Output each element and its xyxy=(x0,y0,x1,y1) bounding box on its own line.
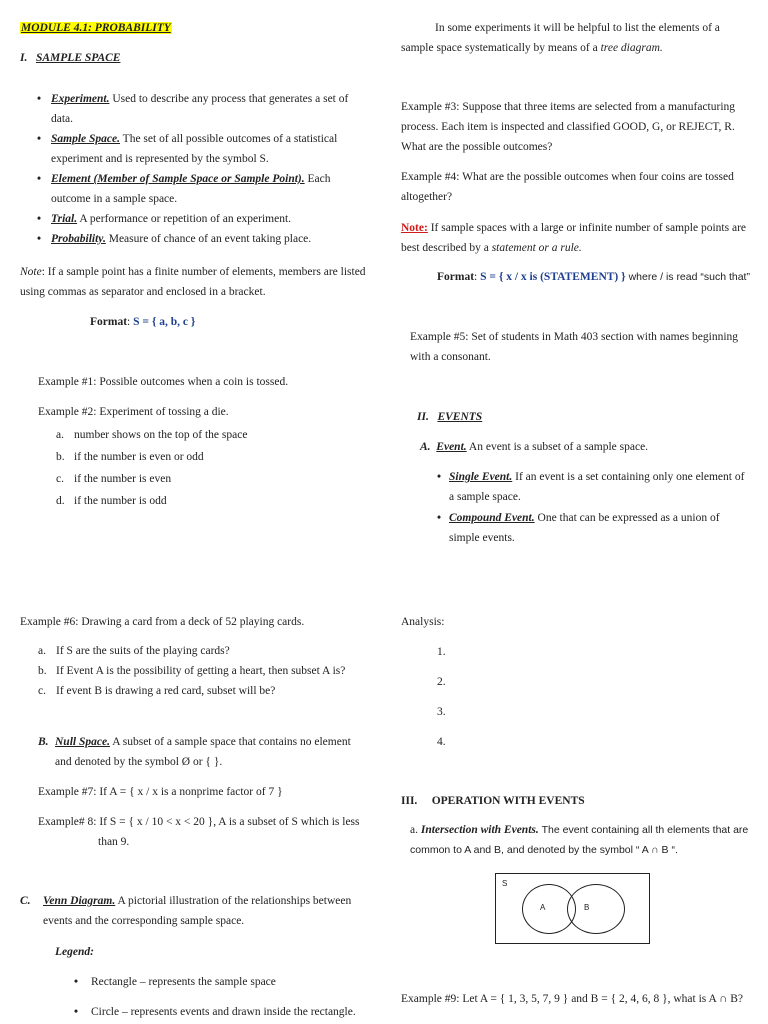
list-item: 4. xyxy=(437,736,446,748)
null-space: B. Null Space. A subset of a sample space that contains no element and denoted by the symbol Ø or { }. xyxy=(38,736,351,768)
example-6-list xyxy=(38,641,368,701)
venn-label-a: A xyxy=(540,903,546,912)
section-sample-space-heading: I. SAMPLE SPACE xyxy=(20,52,121,64)
example-3: Example #3: Suppose that three items are selected from a manufacturing process. Each item is inspected and classified GOOD, G, or REJECT, R. What are the possible outcomes? xyxy=(401,101,736,153)
example-7: Example #7: If A = { x / x is a nonprime factor of 7 } xyxy=(38,786,283,798)
venn-circle-b xyxy=(567,884,625,934)
example-2-list xyxy=(56,425,356,513)
list-item: 1. xyxy=(437,646,446,658)
section-operations-heading: III. OPERATION WITH EVENTS xyxy=(401,795,585,807)
module-title-text: MODULE 4.1: PROBABILITY xyxy=(21,22,171,34)
intersection-definition: a. Intersection with Events. The event containing all th elements that are common to A and B, and denoted by the symbol “ A ∩ B “. xyxy=(410,824,749,856)
example-2: Example #2: Experiment of tossing a die. xyxy=(38,406,229,418)
list-item: d. if the number is odd xyxy=(56,495,167,507)
event-type-compound: • Compound Event. One that can be expressed as a union of simple events. xyxy=(437,508,749,548)
definition-experiment: • Experiment. Used to describe any process that generates a set of data. xyxy=(37,89,367,129)
list-item: a. number shows on the top of the space xyxy=(56,429,248,441)
example-6: Example #6: Drawing a card from a deck of 52 playing cards. xyxy=(20,616,305,628)
tree-diagram-intro: In some experiments it will be helpful to list the elements of a sample space systematically by means of a tree diagram. xyxy=(401,22,720,54)
example-5: Example #5: Set of students in Math 403 section with names beginning with a consonant. xyxy=(410,331,739,363)
event-definition: A. Event. An event is a subset of a sample space. xyxy=(420,441,649,453)
list-item: a. If S are the suits of the playing cards? xyxy=(38,645,230,657)
definition-probability: • Probability. Measure of chance of an event taking place. xyxy=(37,229,367,249)
format-finite: Format: S = { a, b, c } xyxy=(90,316,196,328)
legend-list xyxy=(74,972,374,1022)
event-types-list xyxy=(437,467,749,548)
legend-item-rectangle: • Rectangle – represents the sample space xyxy=(74,972,374,1002)
event-type-single: • Single Event. If an event is a set containing only one element of a sample space. xyxy=(437,467,749,507)
note-finite: Note: If a sample point has a finite number of elements, members are listed using commas as separator and enclosed in a bracket. xyxy=(20,266,366,298)
definition-trial: • Trial. A performance or repetition of an experiment. xyxy=(37,209,367,229)
venn-label-s: S xyxy=(502,879,508,888)
venn-diagram-definition: C. Venn Diagram. A pictorial illustration of the relationships between events and the corresponding sample space. xyxy=(20,895,352,927)
legend-item-circle: • Circle – represents events and drawn inside the rectangle. xyxy=(74,1002,374,1022)
analysis-list xyxy=(437,642,446,762)
module-title xyxy=(20,18,370,38)
definitions-list xyxy=(37,89,367,249)
example-4: Example #4: What are the possible outcomes when four coins are tossed altogether? xyxy=(401,171,734,203)
venn-label-b: B xyxy=(584,903,590,912)
definition-element: • Element (Member of Sample Space or Sample Point). Each outcome in a sample space. xyxy=(37,169,367,209)
list-item: b. if the number is even or odd xyxy=(56,451,204,463)
analysis-label: Analysis: xyxy=(401,616,445,628)
list-item: b. If Event A is the possibility of getting a heart, then subset A is? xyxy=(38,665,346,677)
list-item: 3. xyxy=(437,706,446,718)
example-9: Example #9: Let A = { 1, 3, 5, 7, 9 } and B = { 2, 4, 6, 8 }, what is A ∩ B? xyxy=(401,993,744,1005)
example-8: Example# 8: If S = { x / 10 < x < 20 }, A is a subset of S which is less than 9. xyxy=(38,816,360,848)
legend-label: Legend: xyxy=(55,946,94,958)
list-item: 2. xyxy=(437,676,446,688)
section-events-heading: II. EVENTS xyxy=(417,411,483,423)
list-item: c. If event B is drawing a red card, subset will be? xyxy=(38,685,276,697)
note-infinite: Note: If sample spaces with a large or infinite number of sample points are best described by a statement or a rule. xyxy=(401,222,747,254)
format-rule: Format: S = { x / x is (STATEMENT) } where / is read “such that” xyxy=(437,271,750,283)
definition-sample-space: • Sample Space. The set of all possible outcomes of a statistical experiment and is represented by the symbol S. xyxy=(37,129,367,169)
venn-diagram xyxy=(495,873,650,944)
list-item: c. if the number is even xyxy=(56,473,172,485)
example-1: Example #1: Possible outcomes when a coin is tossed. xyxy=(38,376,289,388)
